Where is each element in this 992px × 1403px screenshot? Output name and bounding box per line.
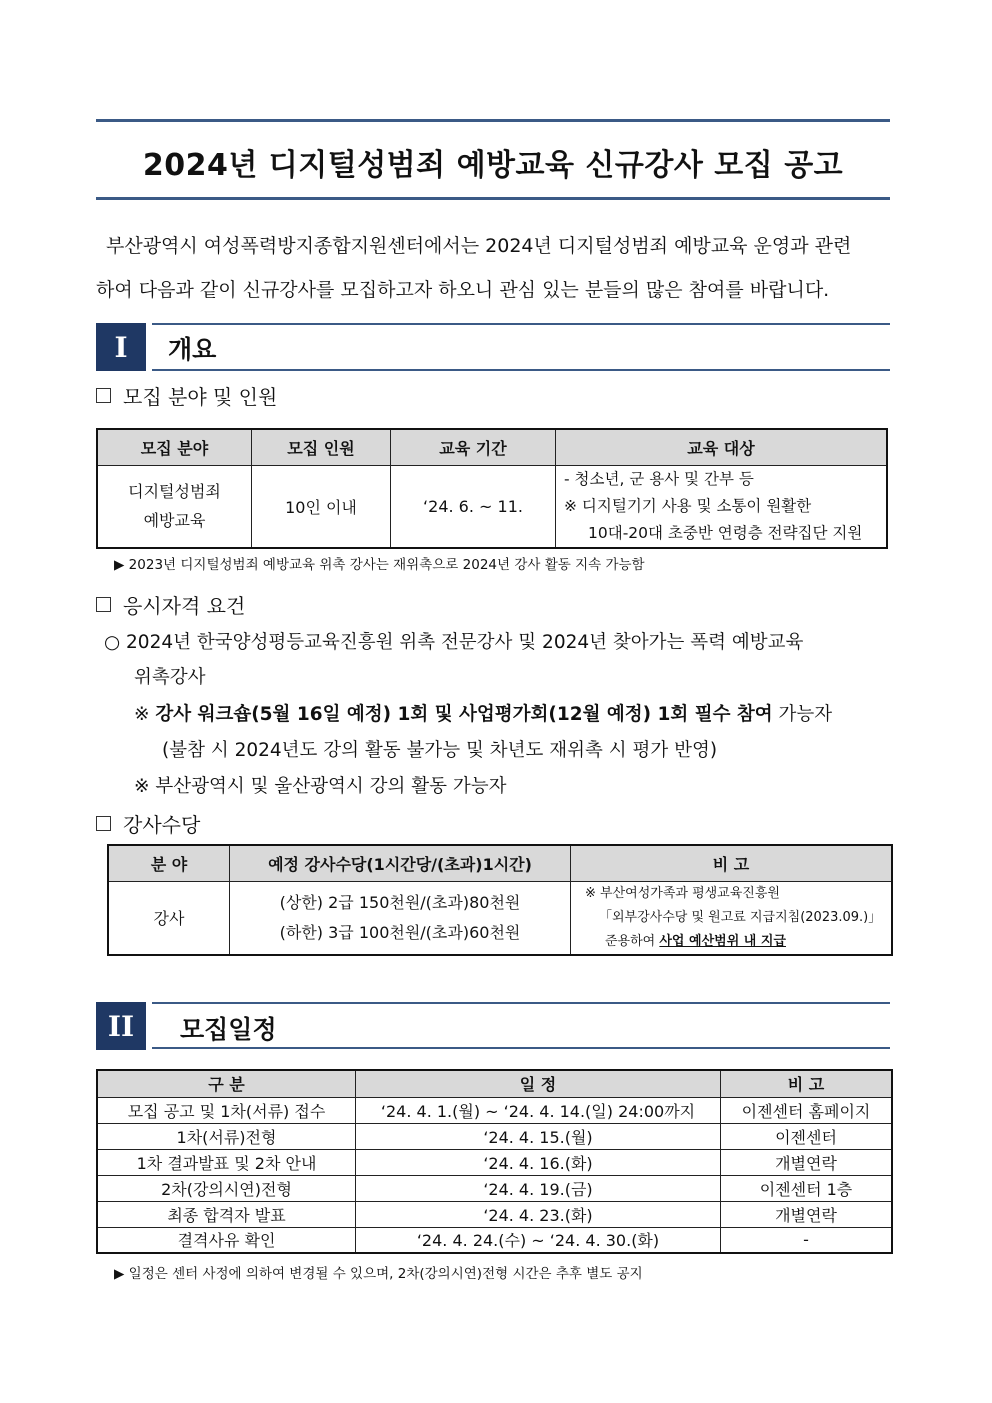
recruit-target-line-1: - 청소년, 군 용사 및 간부 등 — [564, 469, 754, 488]
qualification-heading-text: 응시자격 요건 — [123, 594, 246, 618]
table-row — [97, 1201, 892, 1227]
schedule-remark: - — [721, 1227, 893, 1253]
recruit-target-cell — [556, 465, 888, 548]
recruit-note: ▶ 2023년 디지털성범죄 예방교육 위촉 강사는 재위촉으로 2024년 강사 활동 지속 가능함 — [114, 557, 645, 573]
recruit-header-count: 모집 인원 — [252, 429, 391, 465]
fee-remark-line-2: 「외부강사수당 및 원고료 지급지침(2023.09.)」 — [599, 909, 882, 925]
schedule-category: 결격사유 확인 — [97, 1227, 356, 1253]
section-1-number: I — [96, 323, 146, 371]
qualification-heading — [96, 590, 245, 619]
recruit-heading-text: 모집 분야 및 인원 — [123, 385, 278, 409]
fee-heading-text: 강사수당 — [123, 813, 201, 837]
qualification-item-2 — [134, 700, 832, 726]
recruit-field-cell — [97, 465, 252, 548]
table-row — [97, 1227, 892, 1253]
qualification-item-2-bold: 강사 워크숍(5월 16일 예정) 1회 및 사업평가회(12월 예정) 1회 필수 참여 — [155, 704, 773, 725]
recruit-target-line-3: 10대-20대 초중반 연령층 전략집단 지원 — [588, 523, 863, 542]
schedule-header-category: 구 분 — [97, 1070, 356, 1097]
qualification-item-2-mark: ※ — [134, 704, 150, 725]
checkbox-icon — [96, 816, 111, 831]
intro-paragraph — [96, 224, 896, 312]
schedule-date: ‘24. 4. 15.(월) — [356, 1123, 721, 1149]
schedule-remark: 이젠센터 — [721, 1123, 893, 1149]
section-2-number: II — [96, 1002, 146, 1050]
recruit-field-line-2: 예방교육 — [143, 511, 206, 530]
qualification-item-2-suffix: 가능자 — [778, 704, 833, 725]
section-2-title: 모집일정 — [180, 1015, 277, 1044]
schedule-note: ▶ 일정은 센터 사정에 의하여 변경될 수 있으며, 2차(강의시연)전형 시간은 추후 별도 공지 — [114, 1266, 643, 1282]
intro-line-1: 부산광역시 여성폭력방지종합지원센터에서는 2024년 디지털성범죄 예방교육 운영과 관련 — [106, 235, 852, 257]
fee-lower: (하한) 3급 100천원/(초과)60천원 — [279, 922, 521, 942]
schedule-date: ‘24. 4. 23.(화) — [356, 1201, 721, 1227]
schedule-remark: 이젠센터 홈페이지 — [721, 1097, 893, 1123]
title-top-rule — [96, 119, 890, 122]
qualification-item-3: ※ 부산광역시 및 울산광역시 강의 활동 가능자 — [134, 776, 507, 797]
schedule-date: ‘24. 4. 19.(금) — [356, 1175, 721, 1201]
recruit-header-field: 모집 분야 — [97, 429, 252, 465]
fee-remark-line-3 — [585, 930, 891, 954]
schedule-category: 1차(서류)전형 — [97, 1123, 356, 1149]
schedule-category: 모집 공고 및 1차(서류) 접수 — [97, 1097, 356, 1123]
schedule-category: 최종 합격자 발표 — [97, 1201, 356, 1227]
section-2-bottom-line — [152, 1047, 890, 1049]
fee-heading — [96, 809, 200, 838]
fee-header-remark: 비 고 — [571, 845, 893, 881]
fee-header-field: 분 야 — [108, 845, 230, 881]
qualification-item-1: ○ 2024년 한국양성평등교육진흥원 위촉 전문강사 및 2024년 찾아가는 폭력 예방교육 — [104, 632, 804, 653]
schedule-remark: 개별연락 — [721, 1149, 893, 1175]
table-row — [97, 1149, 892, 1175]
section-1-top-line — [152, 323, 890, 325]
schedule-remark: 개별연락 — [721, 1201, 893, 1227]
fee-field-cell: 강사 — [108, 881, 230, 955]
table-row — [97, 1097, 892, 1123]
recruit-target-line-2: ※ 디지털기기 사용 및 소통이 원활한 — [564, 496, 812, 515]
recruit-field-line-1: 디지털성범죄 — [128, 482, 221, 501]
section-2-top-line — [152, 1002, 890, 1004]
schedule-table — [96, 1069, 893, 1254]
schedule-date: ‘24. 4. 24.(수) ~ ‘24. 4. 30.(화) — [356, 1227, 721, 1253]
schedule-header-schedule: 일 정 — [356, 1070, 721, 1097]
schedule-category: 1차 결과발표 및 2차 안내 — [97, 1149, 356, 1175]
recruit-period-cell: ‘24. 6. ~ 11. — [391, 465, 556, 548]
schedule-header-remark: 비 고 — [721, 1070, 893, 1097]
schedule-remark: 이젠센터 1층 — [721, 1175, 893, 1201]
fee-remark-cell — [571, 881, 893, 955]
recruit-table — [96, 428, 888, 549]
fee-amount-cell — [230, 881, 571, 955]
schedule-category: 2차(강의시연)전형 — [97, 1175, 356, 1201]
schedule-date: ‘24. 4. 16.(화) — [356, 1149, 721, 1175]
table-row — [97, 1123, 892, 1149]
fee-table — [107, 844, 893, 956]
title-bottom-rule — [96, 197, 890, 200]
fee-remark-underlined: 사업 예산범위 내 지급 — [659, 933, 786, 949]
recruit-count-cell: 10인 이내 — [252, 465, 391, 548]
intro-line-2: 하여 다음과 같이 신규강사를 모집하고자 하오니 관심 있는 분들의 많은 참여를 바랍니다. — [96, 279, 830, 301]
fee-remark-line-1: ※ 부산여성가족과 평생교육진흥원 — [585, 885, 780, 901]
section-1-bottom-line — [152, 369, 890, 371]
checkbox-icon — [96, 388, 111, 403]
fee-remark-prefix: 준용하여 — [605, 933, 656, 949]
section-1-title: 개요 — [168, 335, 217, 364]
table-row — [97, 1175, 892, 1201]
fee-header-amount: 예정 강사수당(1시간당/(초과)1시간) — [230, 845, 571, 881]
qualification-item-2-cont: (불참 시 2024년도 강의 활동 불가능 및 차년도 재위촉 시 평가 반영) — [162, 740, 718, 761]
fee-upper: (상한) 2급 150천원/(초과)80천원 — [279, 892, 521, 912]
page-title: 2024년 디지털성범죄 예방교육 신규강사 모집 공고 — [142, 148, 844, 183]
schedule-date: ‘24. 4. 1.(월) ~ ‘24. 4. 14.(일) 24:00까지 — [356, 1097, 721, 1123]
checkbox-icon — [96, 597, 111, 612]
recruit-heading — [96, 381, 277, 410]
recruit-header-period: 교육 기간 — [391, 429, 556, 465]
qualification-item-1-cont: 위촉강사 — [134, 667, 206, 688]
recruit-header-target: 교육 대상 — [556, 429, 888, 465]
